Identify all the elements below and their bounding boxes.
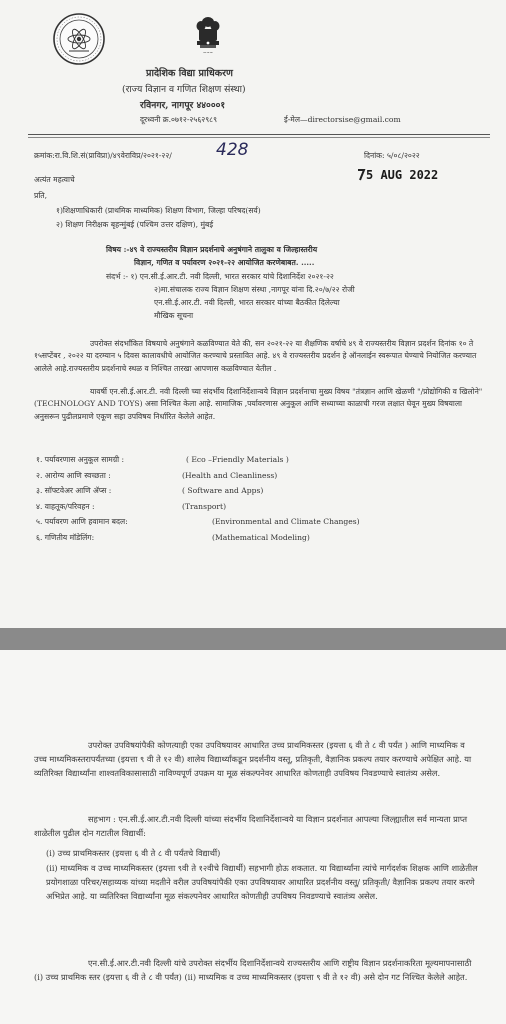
subtopic-marathi: ५. पर्यावरण आणि हवामान बदल: bbox=[36, 517, 128, 526]
national-emblem-icon bbox=[193, 14, 223, 56]
salutation: अत्यंत महत्वाचे bbox=[34, 175, 75, 184]
subtopic-item bbox=[36, 532, 486, 548]
subtopic-english: (Mathematical Modeling) bbox=[212, 532, 310, 542]
reference-1: संदर्भ :- १) एन.सी.ई.आर.टी. नवी दिल्ली, भारत सरकार यांचे दिशानिर्देश २०२१-२२ bbox=[106, 272, 334, 281]
subtopic-marathi: ६. गणितीय मॉडेलिंग: bbox=[36, 532, 95, 542]
header-rule-2 bbox=[28, 137, 490, 138]
svg-text:~~~: ~~~ bbox=[202, 50, 214, 55]
subtopic-marathi: २. आरोग्य आणि स्वच्छता : bbox=[36, 470, 111, 480]
email-address: ई-मेल—directorsise@gmail.com bbox=[284, 115, 401, 124]
addressee-2: २) शिक्षण निरीक्षक बृहन्मुंबई (पश्चिम उत्तर दक्षिण), मुंबई bbox=[56, 220, 214, 229]
institute-logo bbox=[52, 12, 106, 66]
letter-page-2 bbox=[0, 650, 506, 1024]
reference-3: एन.सी.ई.आर.टी. नवी दिल्ली, भारत सरकार यांच्या बैठकीत दिलेल्या bbox=[154, 298, 340, 307]
subtopic-marathi: ३. सॉफ्टवेअर आणि ॲप्स : bbox=[36, 486, 112, 495]
page2-paragraph-1: उपरोक्त उपविषयांपैकी कोणत्याही एका उपविषयावर आधारित उच्च प्राथमिकस्तर (इयत्ता ६ वी ते ८ वी पर्यंत ) आणि माध्यमिक व उच्च माध्यमिकस्तरापर्यंतच्या (इयत्ता ९ वी ते १२ वी) शालेय विद्यार्थ्यांकडून प्रदर्शनीय वस्तू, प्रतिकृती, वैज्ञानिक प्रकल्प तयार करण्याचे अपेक्षित आहे. या व्यतिरिक्त विद्यार्थ्यांना शाश्वतविकासासाठी नाविण्यपूर्ण उपक्रम या मूळ संकल्पनेवर आधारित कोणताही उपविषय निवडण्याचे स्वातंत्र्य असेल. bbox=[34, 740, 472, 779]
reference-number: क्रमांक:रा.वि.शि.सं(प्राविप्रा)/४९वेराविप्र/२०२१-२२/ bbox=[34, 151, 172, 160]
subtopic-english: (Transport) bbox=[182, 501, 227, 511]
handwritten-number: 428 bbox=[216, 140, 249, 160]
subtopic-english: ( Software and Apps) bbox=[182, 486, 264, 495]
subtopic-item bbox=[36, 516, 486, 532]
subtopic-list bbox=[36, 454, 486, 547]
subtopic-item bbox=[36, 454, 486, 470]
prati: प्रति, bbox=[34, 191, 48, 200]
org-name: प्रादेशिक विद्या प्राधिकरण bbox=[146, 68, 233, 79]
subtopic-marathi: ४. वाहतूक/परिवहन : bbox=[36, 501, 95, 511]
addressee-1: १)शिक्षणाधिकारी (प्राथमिक माध्यमिक) शिक्षण विभाग, जिल्हा परिषद(सर्व) bbox=[56, 206, 261, 215]
subtopic-item bbox=[36, 470, 486, 486]
received-stamp: 5 AUG 2022 bbox=[366, 168, 439, 182]
page2-item-1: (i) उच्च प्राथमिकस्तर (इयत्ता ६ वी ते ८ वी पर्यंतचे विद्यार्थी) bbox=[46, 848, 221, 858]
subtopic-english: (Health and Cleanliness) bbox=[182, 470, 278, 480]
subtopic-item bbox=[36, 501, 486, 517]
reference-4: मौखिक सूचना bbox=[154, 311, 194, 320]
letter-date: दिनांक: ५/०८/२०२२ bbox=[364, 151, 420, 160]
header-rule bbox=[28, 134, 490, 135]
phone-number: दूरध्वनी क्र.०७१२-२५६२९८९ bbox=[140, 115, 218, 124]
org-address: रविनगर, नागपूर ४४०००१ bbox=[140, 100, 226, 111]
body-paragraph-2: यावर्षी एन.सी.ई.आर.टी. नवी दिल्ली च्या संदर्भीय दिशानिर्देशान्वये विज्ञान प्रदर्शनाचा मुख्य विषय "तंत्रज्ञान आणि खेळणी "/प्रोद्योगिकी व खिलोने"(TECHNOLOGY AND TOYS) असा निश्चित केला आहे. सामाजिक ,पर्यावरणास अनुकूल आणि सध्याच्या काळाची गरज लक्षात घेवून मुख्य विषयाला अनुसरून पुढीलप्रमाणे एकूण सहा उपविषय निर्धारित केलेले आहेत. bbox=[34, 387, 483, 421]
reference-2: २)मा.संचालक राज्य विज्ञान शिक्षण संस्था ,नागपूर यांना दि.२०/७/२२ रोजी bbox=[154, 285, 355, 294]
subtopic-english: (Environmental and Climate Changes) bbox=[212, 517, 360, 526]
subject-line-1: विषय :-४९ वे राज्यस्तरीय विज्ञान प्रदर्शनाचे अनुषंगाने तालुका व जिल्हास्तरीय bbox=[106, 245, 318, 254]
body-paragraph-1: उपरोक्त संदर्भांकित विषयाचे अनुषंगाने कळविण्यात येते की, सन २०२१-२२ या शैक्षणिक वर्षाचे ४९ वे राज्यस्तरीय विज्ञान प्रदर्शन दिनांक १० ते १५सप्टेंबर , २०२२ या दरम्यान ५ दिवस कालावधीचे आयोजित करण्याचे प्रस्तावित आहे. ४९ वे राज्यस्तरीय प्रदर्शन हे ऑनलाईन स्वरूपात घेण्याचे नियोजित करण्यात आलेले आहे.राज्यस्तरीय प्रदर्शनाचे स्थळ व निश्चित तारखा आपणास कळविण्यात येतील . bbox=[34, 339, 477, 373]
page2-paragraph-2: सहभाग : एन.सी.ई.आर.टी.नवी दिल्ली यांच्या संदर्भीय दिशानिर्देशान्वये या विज्ञान प्रदर्शनात आपल्या जिल्ह्यातील सर्व मान्यता प्राप्त शाळेतील पुढील दोन गटातील विद्यार्थी: bbox=[34, 814, 468, 839]
subtopic-marathi: १. पर्यावरणास अनुकूल सामग्री : bbox=[36, 455, 125, 464]
page2-paragraph-3: एन.सी.ई.आर.टी.नवी दिल्ली यांचे उपरोक्त संदर्भीय दिशानिर्देशान्वये राज्यस्तरीय आणि राष्ट्रीय विज्ञान प्रदर्शनाकरिता मूल्यमापनासाठी (i) उच्च प्राथमिक स्तर (इयत्ता ६ वी ते ८ वी पर्यंत) (ii) माध्यमिक व उच्च माध्यमिकस्तर (इयत्ता ९ वी ते १२ वी) असे दोन गट निश्चित केलेले आहेत. bbox=[34, 958, 472, 983]
subject-line-2: विज्ञान, गणित व पर्यावरण २०२१-२२ आयोजित करणेबाबत. ..... bbox=[134, 258, 315, 267]
subtopic-item bbox=[36, 485, 486, 501]
page2-item-2: (ii) माध्यमिक व उच्च माध्यमिकस्तर (इयत्ता ९वी ते १२वीचे विद्यार्थी) सहभागी होऊ शकतात. या विद्यार्थ्यांना त्यांचे मार्गदर्शक शिक्षक आणि शाळेतील प्रयोगशाळा परिचर/सहाय्यक यांच्या मदतीने वरील उपविषयांपैकी एका उपविषयावर आधारित प्रदर्शनीय वस्तू/ प्रतिकृती/ वैज्ञानिक प्रकल्प तयार करणे अभिप्रेत आहे. या व्यतिरिक्त विद्यार्थ्यांना मूळ संकल्पनेवर आधारित कोणतीही उपविषय निवडण्याचे स्वातंत्र्य असेल. bbox=[46, 863, 478, 902]
stamp-mark-icon bbox=[356, 168, 366, 182]
subtopic-english: ( Eco –Friendly Materials ) bbox=[186, 455, 289, 464]
org-subtitle: (राज्य विज्ञान व गणित शिक्षण संस्था) bbox=[122, 84, 246, 95]
